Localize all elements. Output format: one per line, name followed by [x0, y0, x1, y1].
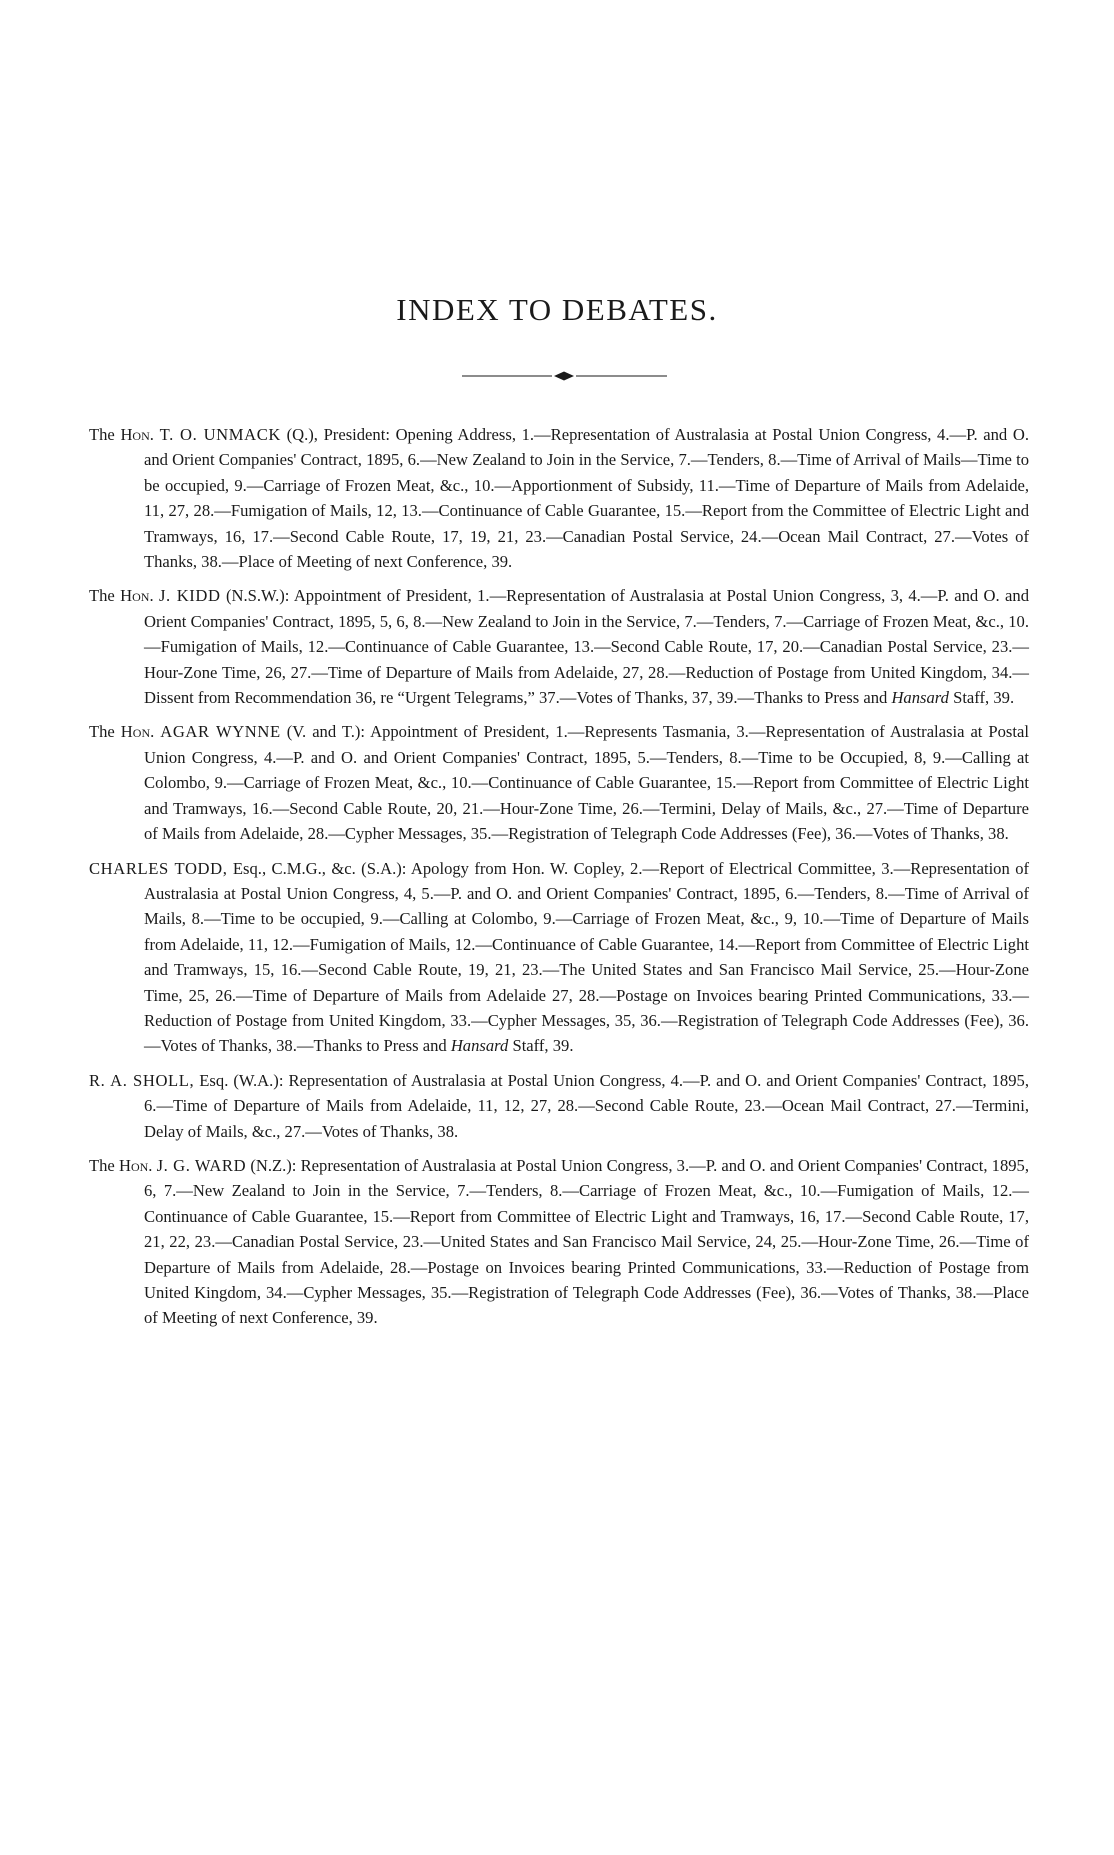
entry-prefix: The [89, 586, 115, 606]
entry-text-end: Staff, 39. [953, 688, 1015, 708]
entry-honorific: Hon. [118, 1155, 153, 1175]
entry-colony: (N.Z.): [250, 1155, 297, 1175]
entry-colony: Esq., C.M.G., &c. (S.A.): [232, 858, 407, 878]
index-entry-wynne [89, 719, 1029, 846]
entry-text: Apology from Hon. W. Copley, 2.—Report of Electrical Committee, 3.—Representation of Australasia at Postal Union Congress, 4, 5.—P. and O. and Orient Companies' Contract, 1895, 6.—Tenders, 8.—Time of Arrival of Mails, 8.—Time to be occupied, 9.—Calling at Colombo, 9.—Carriage of Frozen Meat, &c., 9, 10.—Time of Departure of Mails from Adelaide, 11, 12.—Fumigation of Mails, 12.—Continuance of Cable Guarantee, 14.—Report from Committee of Electric Light and Tramways, 15, 16.—Second Cable Route, 19, 21, 23.—The United States and San Francisco Mail Service, 25.—Hour-Zone Time, 25, 26.—Time of Departure of Mails from Adelaide 27, 28.—Postage on Invoices bearing Printed Communications, 33.—Reduction of Postage from United Kingdom, 33.—Cypher Messages, 35, 36.—Registration of Telegraph Code Addresses (Fee), 36.—Votes of Thanks, 38.—Thanks to Press and [144, 858, 1030, 1056]
entry-text: Opening Address, 1.—Representation of Australasia at Postal Union Congress, 4.—P. and O. and Orient Companies' Contract, 1895, 6.—New Zealand to Join in the Service, 7.—Tenders, 8.—Time of Arrival of Mails—Time to be occupied, 9.—Carriage of Frozen Meat, &c., 10.—Apportionment of Subsidy, 11.—Time of Departure of Mails from Adelaide, 11, 27, 28.—Fumigation of Mails, 12, 13.—Continuance of Cable Guarantee, 15.—Report from the Committee of Electric Light and Tramways, 16, 17.—Second Cable Route, 17, 19, 21, 23.—Canadian Postal Service, 24.—Ocean Mail Contract, 27.—Votes of Thanks, 38.—Place of Meeting of next Conference, 39. [144, 425, 1029, 572]
index-entries [89, 422, 1029, 1340]
entry-colony: Esq. (W.A.): [199, 1070, 284, 1090]
index-entry-ward [89, 1153, 1029, 1331]
entry-text-end: Staff, 39. [512, 1036, 574, 1056]
index-entry-todd [89, 856, 1029, 1059]
entry-prefix: The [89, 425, 115, 444]
entry-honorific: Hon. [120, 586, 154, 606]
entry-name: AGAR WYNNE [160, 722, 281, 742]
index-entry-kidd [89, 583, 1029, 710]
entry-name: J. G. WARD [156, 1155, 247, 1175]
entry-name: R. A. SHOLL, [89, 1070, 195, 1090]
entry-colony: (Q.), President: [286, 425, 390, 444]
index-entry-sholl [89, 1068, 1029, 1144]
entry-name: J. KIDD [158, 586, 221, 606]
entry-name: T. O. UNMACK [159, 425, 281, 444]
entry-text: Representation of Australasia at Postal Union Congress, 3.—P. and O. and Orient Companies' Contract, 1895, 6, 7.—New Zealand to Join in the Service, 7.—Tenders, 8.—Carriage of Frozen Meat, &c., 10.—Fumigation of Mails, 12.—Continuance of Cable Guarantee, 15.—Report from Committee of Electric Light and Tramways, 16, 17.—Second Cable Route, 17, 21, 22, 23.—Canadian Postal Service, 23.—United States and San Francisco Mail Service, 24, 25.—Hour-Zone Time, 26.—Time of Departure of Mails from Adelaide, 28.—Postage on Invoices bearing Printed Communications, 33.—Reduction of Postage from United Kingdom, 34.—Cypher Messages, 35.—Registration of Telegraph Code Addresses (Fee), 36.—Votes of Thanks, 38.—Place of Meeting of next Conference, 39. [144, 1155, 1029, 1328]
entry-text: Representation of Australasia at Postal Union Congress, 4.—P. and O. and Orient Companies' Contract, 1895, 6.—Time of Departure of Mails from Adelaide, 11, 12, 27, 28.—Second Cable Route, 23.—Ocean Mail Contract, 27.—Termini, Delay of Mails, &c., 27.—Votes of Thanks, 38. [144, 1070, 1029, 1141]
entry-text: Appointment of President, 1.—Representation of Australasia at Postal Union Congress, 3, 4.—P. and O. and Orient Companies' Contract, 1895, 5, 6, 8.—New Zealand to Join in the Service, 7.—Tenders, 7.—Carriage of Frozen Meat, &c., 10.—Fumigation of Mails, 12.—Continuance of Cable Guarantee, 13.—Second Cable Route, 17, 20.—Canadian Postal Service, 23.—Hour-Zone Time, 26, 27.—Time of Departure of Mails from Adelaide, 27, 28.—Reduction of Postage from United Kingdom, 34.—Dissent from Recommendation 36, re “Urgent Telegrams,” 37.—Votes of Thanks, 37, 39.—Thanks to Press and [144, 586, 1029, 708]
ornament-divider [462, 370, 667, 382]
entry-prefix: The [89, 722, 115, 742]
entry-honorific: Hon. [120, 425, 154, 444]
entry-colony: (V. and T.): [286, 722, 366, 742]
index-entry-unmack [89, 422, 1029, 574]
entry-staff-word: Hansard [450, 1036, 509, 1056]
page-title: INDEX TO DEBATES. [396, 292, 718, 327]
entry-name: CHARLES TODD, [89, 858, 228, 878]
entry-text: Appointment of President, 1.—Represents Tasmania, 3.—Representation of Australasia at Postal Union Congress, 4.—P. and O. and Orient Companies' Contract, 1895, 5.—Tenders, 8.—Time to be Occupied, 8, 9.—Calling at Colombo, 9.—Carriage of Frozen Meat, &c., 10.—Continuance of Cable Guarantee, 15.—Report from Committee of Electric Light and Tramways, 16.—Second Cable Route, 20, 21.—Hour-Zone Time, 26.—Termini, Delay of Mails, &c., 27.—Time of Departure of Mails from Adelaide, 28.—Cypher Messages, 35.—Registration of Telegraph Code Addresses (Fee), 36.—Votes of Thanks, 38. [144, 722, 1029, 844]
entry-staff-word: Hansard [891, 688, 949, 708]
entry-colony: (N.S.W.): [225, 586, 290, 606]
entry-honorific: Hon. [120, 722, 155, 742]
entry-prefix: The [89, 1155, 115, 1175]
